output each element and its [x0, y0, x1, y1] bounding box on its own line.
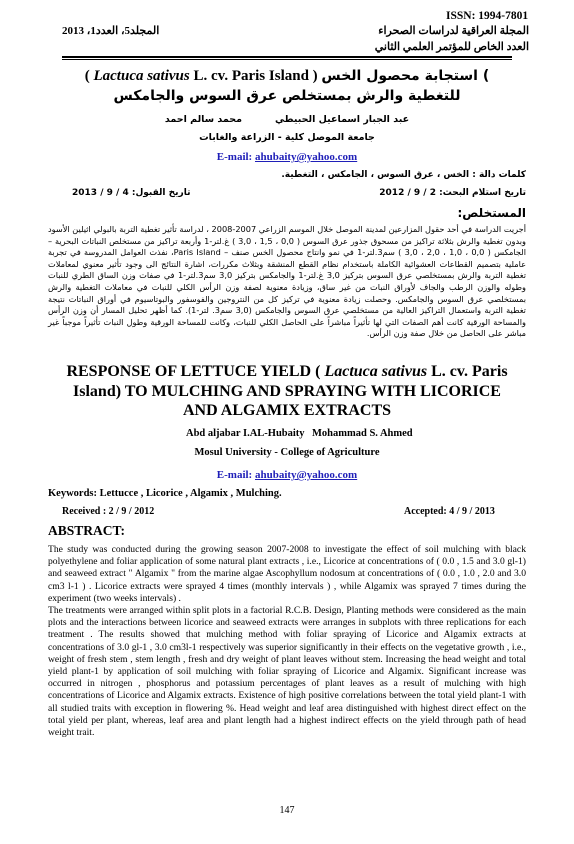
- journal-name: المجلة العراقية لدراسات الصحراء: [378, 25, 529, 37]
- english-email-link[interactable]: ahubaity@yahoo.com: [254, 469, 358, 481]
- arabic-accepted: تاريخ القبول: 4 / 9 / 2013: [72, 188, 191, 198]
- volume-issue: المجلد5، العدد1، 2013: [62, 25, 160, 37]
- arabic-title: ( Lactuca sativus L. cv. Paris Island ) استجابة محصول الخس ( للتغطية والرش بمستخلص عرق السوس والجامكس: [40, 66, 534, 106]
- arabic-affiliation: جامعة الموصل كلية - الزراعة والغابات: [199, 132, 375, 143]
- arabic-title-line2: للتغطية والرش بمستخلص عرق السوس والجامكس: [113, 88, 461, 104]
- english-abstract-p2: The treatments were arranged within split plots in a factorial R.C.B. Design, Planting methods were considered as the main plots and the interactions between licorice and seaweed extracts were arranges in subplots with three replications for each treatment . The results showed that mulching method with foliar spraying of Licorice and Algamix extracts at concentrations of 3.0 gl-1 , 3.0 cm3l-1 respectively was superior significantly in their effects on the vegetative growth , i.e., weight of fresh stem , stem length , fresh and dry weight of plant leaves without stem. Increasing the head weight and total yield plant-1 by application of soil mulching with foliar spraying of Licorice and Algamix. Significant increase was occurred in nitrogen , phosphorus and potassium percentages of plant leaves as a result of mulching with high concentrations of Licorice and Algamix extracts. Existence of high positive correlations between the total yield plant-1 with all studied traits with exception in flowering %. Head weight and leaf area distinguished with highest direct effect on the total yield per plant, whereas, leaf area and plant length had a highest indirect effects on the yield through path of head weight trait.: [48, 605, 526, 739]
- english-received: Received : 2 / 9 / 2012: [62, 506, 155, 517]
- english-abstract-p1: The study was conducted during the growing season 2007-2008 to investigate the effect of soil mulching with black polyethylene and foliar application of some natural plant extracts , i.e., Licorice at concentrations of ( 0.0 , 1.5 and 3.0 gl-1) and seaweed extract " Algamix " from the marine algae Ascophyllum nodosum at concentrations of ( 0.0 , 1.0 , 2.0 and 3.0 cm3 l-1 ) . Licorice extracts were sprayed 4 times (monthly intervals ) , while Algamix was sprayed 7 times during the experiment (two weeks intervals) .: [48, 544, 526, 604]
- english-accepted: Accepted: 4 / 9 / 2013: [404, 506, 495, 517]
- arabic-title-line1: استجابة محصول الخس (: [321, 68, 490, 84]
- arabic-email: E-mail: ahubaity@yahoo.com: [216, 151, 358, 163]
- arabic-email-link[interactable]: ahubaity@yahoo.com: [254, 151, 358, 163]
- page-number: 147: [279, 805, 295, 816]
- english-abstract-heading: ABSTRACT:: [48, 523, 126, 538]
- arabic-authors: عبد الجبار اسماعيل الحبيطي محمد سالم احمد: [164, 114, 410, 125]
- english-title: RESPONSE OF LETTUCE YIELD ( Lactuca sativus L. cv. Paris Island) TO MULCHING AND SPRAYING WITH LICORICE AND ALGAMIX EXTRACTS: [66, 363, 508, 419]
- english-email: E-mail: ahubaity@yahoo.com: [216, 469, 358, 481]
- english-affiliation: Mosul University - College of Agriculture: [194, 447, 380, 458]
- english-author-1: Abd aljabar I.AL-Hubaity: [186, 428, 305, 439]
- arabic-abstract-heading: المستخلص:: [457, 206, 526, 220]
- header-rule: [62, 56, 512, 60]
- arabic-keywords: كلمات دالة : الخس ، عرق السوس ، الجامكس ، التغطية.: [281, 170, 526, 180]
- english-keywords: Keywords: Lettucce , Licorice , Algamix , Mulching.: [48, 488, 282, 499]
- special-issue: العدد الخاص للمؤتمر العلمي الثاني: [374, 41, 529, 53]
- issn: ISSN: 1994-7801: [446, 10, 529, 22]
- english-author-2: Mohammad S. Ahmed: [312, 428, 413, 439]
- arabic-abstract-text: أجريت الدراسة في أحد حقول المزارعين لمدينة الموصل خلال الموسم الزراعي 2007-2008 ، لدراسة تأثير تغطية التربة بالبولي اثيلين الأسود وبدون تغطية والرش بثلاثة تراكيز من مسحوق جذور عرق السوس ( 0,0 ، 1,5 ، 3,0 ) غ.لتر-1 وأربعة تراكيز من مستخلص النباتات البحرية – الجامكس ( 0,0 ، 1,0 ، 2,0 ، 3,0 ) سم3.لتر-1 في نمو وانتاج محصول الخس صنف – Paris Island، نفذت العوامل المدروسة في تجربة عاملية بتصميم القطاعات العشوائية الكاملة باستخدام نظام القطع المنشقة وبثلاث مكررات، اشارة النتائج الى وجود تأثير معنوي لمعاملات تغطية التربة والرش بمستخلصي عرق السوس بتركيز 3,0 غ.لتر-1 والجامكس بتركيز 3,0 سم3.لتر-1 في صفات وزن الساق الطري للنبات وطوله والوزن الرطب والجاف لأوراق النبات من غير ساق، وزيادة معنوية لصفة وزن الرأس الكلي للنبات في معاملات التغطية والرش بمستخلصي عرق السوس والجامكس. وحصلت زيادة معنوية في تركيز كل من النتروجين والفوسفور والبوتاسيوم في أوراق النباتات نتيجة تغطية التربة واستعمال التراكيز العالية من مستخلصي عرق السوس والجامكس (3,0 سم3. لتر-1). كما أظهر تحليل المسار أن وزن الرأس والمساحة الورقية كانت أهم الصفات التي لها تأثيراً مباشراً على الحاصل الكلي للنبات، وكانت للمساحة الورقية وطول النبات تأثيراً موجباً غير مباشر على الحاصل من خلال صفة وزن الرأس.: [48, 224, 526, 339]
- arabic-received: تاريخ استلام البحث: 2 / 9 / 2012: [379, 188, 526, 198]
